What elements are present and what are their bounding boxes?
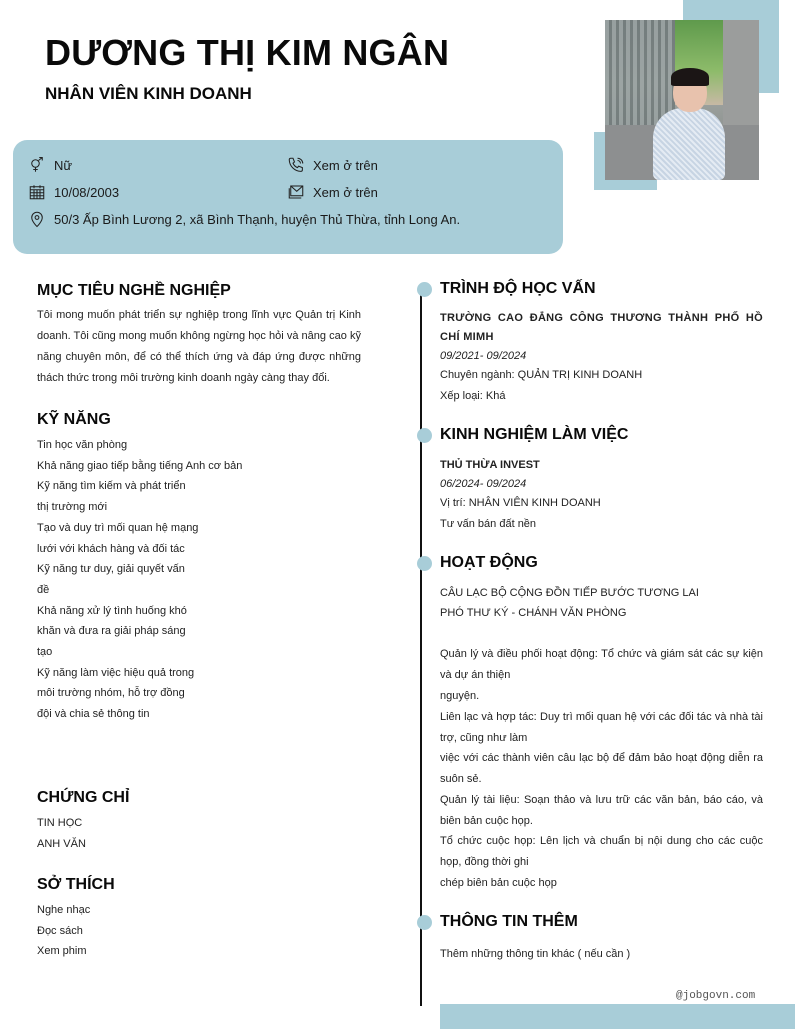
skill-item: tạo	[37, 646, 53, 659]
experience-title: KINH NGHIỆM LÀM VIỆC	[440, 426, 629, 443]
hobby-item: Xem phim	[37, 945, 87, 958]
activity-line: Tổ chức cuộc họp: Lên lịch và chuẩn bị nội dung cho các cuộc họp, đồng thời ghi	[440, 835, 763, 868]
certificates-list	[37, 813, 86, 854]
phone-value: Xem ở trên	[313, 157, 378, 173]
skill-item: thị trường mới	[37, 501, 108, 514]
school-name: TRƯỜNG CAO ĐẲNG CÔNG THƯƠNG THÀNH PHỐ HỒ CHÍ MIMH	[440, 312, 763, 343]
certificate-item: TIN HỌC	[37, 817, 83, 829]
experience-period: 06/2024- 09/2024	[440, 478, 527, 490]
skills-title: KỸ NĂNG	[37, 411, 111, 428]
footer-decoration-bar	[440, 1004, 795, 1029]
education-period: 09/2021- 09/2024	[440, 350, 527, 362]
objective-text: Tôi mong muốn phát triển sự nghiệp trong lĩnh vực Quản trị Kinh doanh. Tôi cũng mong muốn không ngừng học hỏi và nâng cao kỹ năng chuyên môn, để có thể thích ứng và đáp ứng được những thách thức trong môi trường kinh doanh ngày càng thay đổi.	[37, 309, 361, 384]
skills-list	[37, 435, 242, 725]
timeline-line	[420, 290, 422, 1006]
skill-item: Kỹ năng tìm kiếm và phát triển	[37, 480, 186, 493]
skill-item: Khả năng giao tiếp bằng tiếng Anh cơ bản	[37, 459, 243, 472]
objective-title: MỤC TIÊU NGHỀ NGHIỆP	[37, 282, 231, 299]
certificates-title: CHỨNG CHỈ	[37, 789, 130, 806]
address-row	[28, 210, 460, 228]
phone-row	[287, 156, 378, 174]
skill-item: lưới với khách hàng và đối tác	[37, 542, 185, 555]
activity-org: CÂU LẠC BỘ CỘNG ĐỒN TIẾP BƯỚC TƯƠNG LAI	[440, 587, 699, 599]
email-row	[287, 183, 378, 201]
education-major: Chuyên ngành: QUẢN TRỊ KINH DOANH	[440, 369, 643, 381]
mail-icon	[287, 183, 305, 201]
experience-description: Tư vấn bán đất nền	[440, 518, 537, 530]
calendar-icon	[28, 183, 46, 201]
gender-row	[28, 156, 72, 174]
experience-position: Vị trí: NHÂN VIÊN KINH DOANH	[440, 497, 601, 509]
skill-item: đề	[37, 583, 50, 596]
additional-info-title: THÔNG TIN THÊM	[440, 913, 578, 930]
activities-title: HOẠT ĐỘNG	[440, 554, 538, 571]
personal-info-box	[13, 140, 563, 254]
gender-value: Nữ	[54, 157, 73, 173]
profile-photo	[605, 20, 759, 180]
activity-line: chép biên bản cuộc họp	[440, 877, 557, 889]
timeline-dot	[417, 428, 432, 443]
company-name: THỦ THỪA INVEST	[440, 459, 540, 471]
skill-item: môi trường nhóm, hỗ trợ đồng	[37, 687, 185, 700]
skill-item: Tin học văn phòng	[37, 439, 128, 451]
birthdate-value: 10/08/2003	[54, 184, 120, 200]
skill-item: Kỹ năng tư duy, giải quyết vấn	[37, 563, 185, 576]
skill-item: Kỹ năng làm việc hiệu quả trong	[37, 666, 195, 679]
additional-info-text: Thêm những thông tin khác ( nếu cần )	[440, 948, 631, 960]
birthdate-row	[28, 183, 119, 201]
activity-line: việc với các thành viên câu lạc bộ để đảm bảo hoạt động diễn ra suôn sẻ.	[440, 752, 763, 785]
timeline-dot	[417, 915, 432, 930]
candidate-name: DƯƠNG THỊ KIM NGÂN	[45, 32, 450, 73]
address-value: 50/3 Ấp Bình Lương 2, xã Bình Thạnh, huyện Thủ Thừa, tỉnh Long An.	[54, 211, 461, 227]
timeline-dot	[417, 556, 432, 571]
education-title: TRÌNH ĐỘ HỌC VẤN	[440, 280, 596, 297]
gender-icon	[28, 156, 46, 174]
skill-item: Khả năng xử lý tình huống khó	[37, 604, 187, 617]
hobby-item: Đọc sách	[37, 924, 83, 937]
skill-item: khăn và đưa ra giải pháp sáng	[37, 625, 186, 638]
activity-role: PHÓ THƯ KÝ - CHÁNH VĂN PHÒNG	[440, 607, 627, 619]
activity-line: Liên lạc và hợp tác: Duy trì mối quan hệ với các đối tác và nhà tài trợ, cũng như làm	[440, 711, 763, 744]
email-value: Xem ở trên	[313, 184, 378, 200]
hobby-item: Nghe nhạc	[37, 904, 91, 916]
activity-line: Quản lý và điều phối hoạt động: Tổ chức và giám sát các sự kiện và dự án thiện	[440, 648, 763, 681]
timeline-dot	[417, 282, 432, 297]
location-pin-icon	[28, 210, 46, 228]
hobbies-title: SỞ THÍCH	[37, 876, 115, 893]
activity-line: nguyện.	[440, 690, 480, 702]
skill-item: đội và chia sẻ thông tin	[37, 708, 150, 721]
activity-line: Quản lý tài liệu: Soạn thảo và lưu trữ các văn bản, báo cáo, và biên bản cuộc họp.	[440, 794, 763, 827]
phone-icon	[287, 156, 305, 174]
education-rank: Xếp loại: Khá	[440, 390, 506, 402]
job-title: NHÂN VIÊN KINH DOANH	[45, 84, 252, 103]
skill-item: Tạo và duy trì mối quan hệ mạng	[37, 521, 199, 534]
hobbies-list	[37, 900, 90, 962]
watermark: @jobgovn.com	[676, 990, 756, 1002]
certificate-item: ANH VĂN	[37, 837, 86, 850]
